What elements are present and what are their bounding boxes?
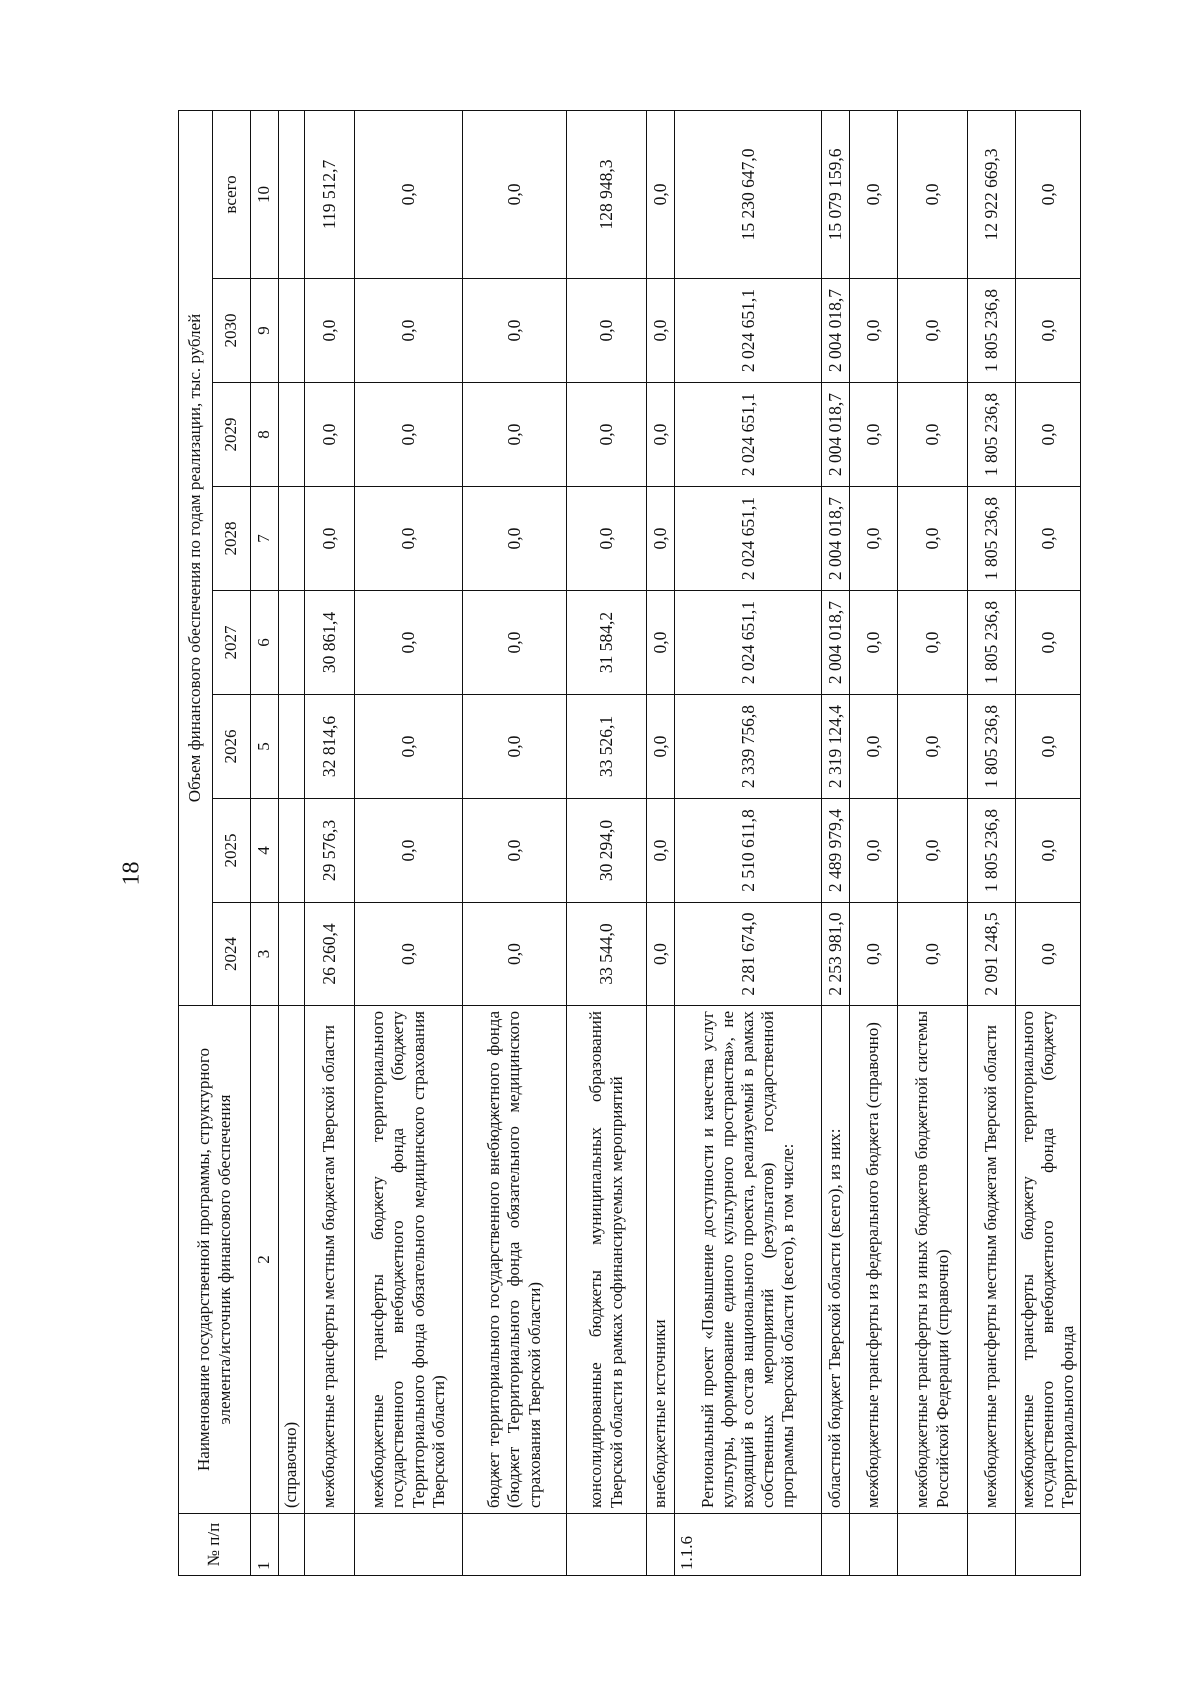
year-value: 0,0 [567,487,647,591]
row-number [1016,1514,1081,1576]
row-name: консолидированные бюджеты муниципальных образований Тверской области в рамках софинансируемых мероприятий [567,1006,647,1514]
rotated-page-content [178,111,1078,1576]
year-value: 0,0 [305,279,355,383]
total-value: 128 948,3 [567,110,647,278]
year-value: 0,0 [355,903,463,1006]
index-cell: 1 [251,1514,279,1576]
year-value: 2 510 611,8 [675,799,822,903]
total-value: 15 079 159,6 [822,110,850,278]
year-value: 0,0 [647,279,675,383]
year-value: 29 576,3 [305,799,355,903]
year-value: 1 805 236,8 [968,695,1016,799]
total-value: 0,0 [355,110,463,278]
index-cell: 5 [251,695,279,799]
total-value: 0,0 [1016,110,1081,278]
year-header: 2029 [213,383,251,487]
year-value: 33 526,1 [567,695,647,799]
table-row [463,110,567,1575]
year-value: 0,0 [898,591,968,695]
year-value: 0,0 [567,279,647,383]
year-value [279,487,305,591]
index-cell: 10 [251,110,279,278]
year-value [279,695,305,799]
table-row [305,110,355,1575]
col-volume-header: Объем финансового обеспечения по годам реализации, тыс. рублей [179,110,213,1005]
year-value: 31 584,2 [567,591,647,695]
year-value: 26 260,4 [305,903,355,1006]
index-cell: 9 [251,279,279,383]
row-name: межбюджетные трансферты из федерального бюджета (справочно) [850,1006,898,1514]
year-value: 2 004 018,7 [822,591,850,695]
total-value: 0,0 [850,110,898,278]
year-value: 1 805 236,8 [968,591,1016,695]
total-header: всего [213,110,251,278]
index-cell: 6 [251,591,279,695]
index-cell: 7 [251,487,279,591]
year-value: 0,0 [463,279,567,383]
year-value: 1 805 236,8 [968,487,1016,591]
year-value: 2 024 651,1 [675,487,822,591]
year-value: 2 091 248,5 [968,903,1016,1006]
year-value: 0,0 [647,487,675,591]
year-value: 0,0 [463,695,567,799]
year-value: 2 004 018,7 [822,383,850,487]
year-value: 2 319 124,4 [822,695,850,799]
year-header: 2028 [213,487,251,591]
year-value: 0,0 [898,487,968,591]
year-value: 0,0 [463,799,567,903]
year-value: 0,0 [463,903,567,1006]
index-cell: 2 [251,1006,279,1514]
year-value: 0,0 [1016,591,1081,695]
page-number: 18 [118,861,145,886]
funding-table [178,110,1081,1576]
row-name: межбюджетные трансферты местным бюджетам Тверской области [305,1006,355,1514]
year-value [279,591,305,695]
year-value: 2 253 981,0 [822,903,850,1006]
year-value: 2 004 018,7 [822,279,850,383]
total-value: 0,0 [463,110,567,278]
row-number [355,1514,463,1576]
year-value: 0,0 [463,591,567,695]
total-value: 0,0 [647,110,675,278]
year-value: 0,0 [898,799,968,903]
year-value: 0,0 [898,695,968,799]
row-number [822,1514,850,1576]
year-value: 0,0 [850,383,898,487]
year-value: 0,0 [355,799,463,903]
row-number [463,1514,567,1576]
year-value: 1 805 236,8 [968,279,1016,383]
row-number [279,1514,305,1576]
row-number [968,1514,1016,1576]
table-row [675,110,822,1575]
year-value: 0,0 [463,487,567,591]
year-value: 0,0 [1016,903,1081,1006]
year-value [279,279,305,383]
row-name: (справочно) [279,1006,305,1514]
row-name: бюджет территориального государственного внебюджетного фонда (бюджет Территориального фонда обязательного медицинского страхования Тверской области) [463,1006,567,1514]
year-value: 0,0 [355,695,463,799]
year-value: 0,0 [463,383,567,487]
table-body [279,110,1081,1575]
table-row [567,110,647,1575]
row-number [305,1514,355,1576]
total-value: 119 512,7 [305,110,355,278]
row-number [898,1514,968,1576]
row-name: Региональный проект «Повышение доступности и качества услуг культуры, формирование единого культурного пространства», не входящий в состав национального проекта, реализуемый в рамках собственных мероприятий (результатов) государственной программы Тверской области (всего), в том числе: [675,1006,822,1514]
year-value: 0,0 [355,487,463,591]
year-value: 2 281 674,0 [675,903,822,1006]
year-value: 2 024 651,1 [675,591,822,695]
year-value: 0,0 [898,279,968,383]
year-value: 0,0 [647,695,675,799]
year-value: 0,0 [850,591,898,695]
year-value: 0,0 [850,487,898,591]
total-value: 15 230 647,0 [675,110,822,278]
year-value: 0,0 [647,383,675,487]
year-value: 32 814,6 [305,695,355,799]
year-value: 0,0 [1016,487,1081,591]
year-value: 2 024 651,1 [675,383,822,487]
year-value: 2 339 756,8 [675,695,822,799]
index-row [251,110,279,1575]
row-number [850,1514,898,1576]
year-value: 0,0 [305,487,355,591]
row-name: межбюджетные трансферты местным бюджетам Тверской области [968,1006,1016,1514]
row-name: внебюджетные источники [647,1006,675,1514]
year-value [279,903,305,1006]
year-value: 0,0 [647,591,675,695]
year-value: 0,0 [567,383,647,487]
row-name: областной бюджет Тверской области (всего), из них: [822,1006,850,1514]
row-number: 1.1.6 [675,1514,822,1576]
year-value: 0,0 [850,279,898,383]
year-value: 0,0 [1016,383,1081,487]
total-value: 0,0 [898,110,968,278]
row-number [647,1514,675,1576]
year-value: 0,0 [647,799,675,903]
year-value: 0,0 [355,383,463,487]
table-row [647,110,675,1575]
year-header: 2027 [213,591,251,695]
row-name: межбюджетные трансферты бюджету территориального государственного внебюджетного фонда (бюджету Территориального фонда обязательного медицинского страхования Тверской области) [355,1006,463,1514]
year-value: 2 489 979,4 [822,799,850,903]
row-number [567,1514,647,1576]
year-value: 0,0 [355,591,463,695]
table-row [1016,110,1081,1575]
year-value: 0,0 [898,383,968,487]
year-value: 0,0 [305,383,355,487]
year-value: 0,0 [850,695,898,799]
year-value: 0,0 [850,799,898,903]
year-value: 0,0 [1016,279,1081,383]
total-value [279,110,305,278]
row-name: межбюджетные трансферты из иных бюджетов бюджетной системы Российской Федерации (справочно) [898,1006,968,1514]
year-value: 0,0 [850,903,898,1006]
table-row [822,110,850,1575]
total-value: 12 922 669,3 [968,110,1016,278]
col-number-header: № п/п [179,1514,251,1576]
year-value: 2 004 018,7 [822,487,850,591]
index-cell: 8 [251,383,279,487]
table-row [355,110,463,1575]
row-name: межбюджетные трансферты бюджету территориального государственного внебюджетного фонда (бюджету Территориального фонда [1016,1006,1081,1514]
table-row [850,110,898,1575]
year-value: 0,0 [647,903,675,1006]
year-value: 0,0 [1016,695,1081,799]
index-cell: 3 [251,903,279,1006]
year-value: 30 861,4 [305,591,355,695]
year-value: 33 544,0 [567,903,647,1006]
year-value: 30 294,0 [567,799,647,903]
year-value: 1 805 236,8 [968,383,1016,487]
year-value: 0,0 [355,279,463,383]
year-value: 1 805 236,8 [968,799,1016,903]
year-value [279,799,305,903]
year-value [279,383,305,487]
table-row [968,110,1016,1575]
table-row [898,110,968,1575]
year-header: 2025 [213,799,251,903]
year-value: 0,0 [1016,799,1081,903]
col-name-header: Наименование государственной программы, структурного элемента/источник финансового обеспечения [179,1006,251,1514]
year-header: 2024 [213,903,251,1006]
year-value: 2 024 651,1 [675,279,822,383]
year-header: 2026 [213,695,251,799]
table-row [279,110,305,1575]
year-value: 0,0 [898,903,968,1006]
year-header: 2030 [213,279,251,383]
index-cell: 4 [251,799,279,903]
